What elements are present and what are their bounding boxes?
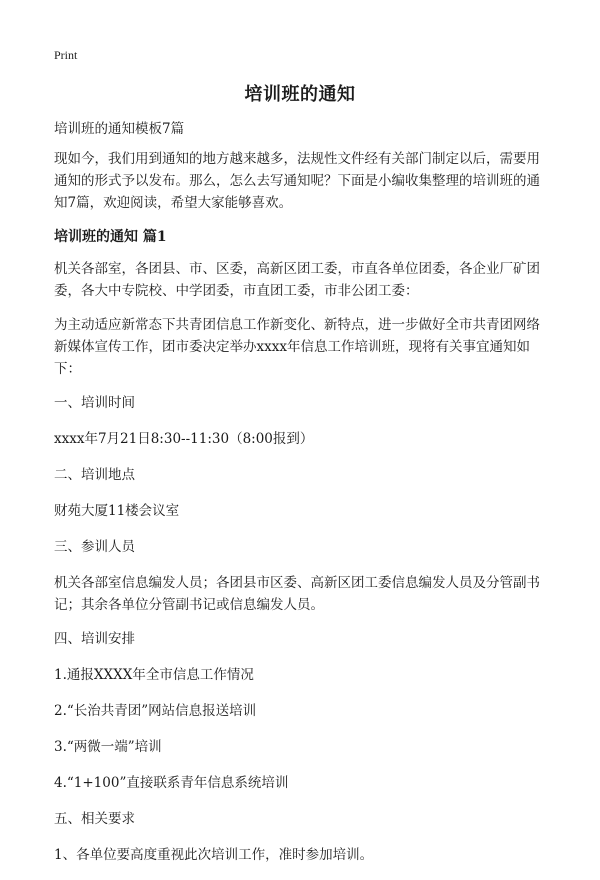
time-heading: 一、培训时间 <box>54 395 135 411</box>
recipients-paragraph: 机关各部室，各团县、市、区委，高新区团工委，市直各单位团委，各企业厂矿团委，各大中专院校、中学团委，市直团工委，市非公团工委： <box>54 261 540 299</box>
requirements-heading: 五、相关要求 <box>54 811 135 827</box>
schedule-heading: 四、培训安排 <box>54 631 135 647</box>
place-value: 财苑大厦11楼会议室 <box>54 503 180 519</box>
schedule-item: 1.通报XXXX年全市信息工作情况 <box>54 667 254 683</box>
schedule-item: 3.“两微一端”培训 <box>54 739 162 755</box>
document-subtitle: 培训班的通知模板7篇 <box>54 121 185 137</box>
time-value: xxxx年7月21日8:30--11:30（8:00报到） <box>54 431 314 447</box>
place-heading: 二、培训地点 <box>54 467 135 483</box>
attendees-value: 机关各部室信息编发人员；各团县市区委、高新区团工委信息编发人员及分管副书记；其余各单位分管副书记或信息编发人员。 <box>54 575 540 613</box>
attendees-heading: 三、参训人员 <box>54 539 135 555</box>
section-heading: 培训班的通知 篇1 <box>54 229 167 245</box>
schedule-item: 2.“长治共青团”网站信息报送培训 <box>54 703 257 719</box>
schedule-item: 4.“1+100”直接联系青年信息系统培训 <box>54 775 289 791</box>
requirement-item: 1、各单位要高度重视此次培训工作，准时参加培训。 <box>54 847 374 863</box>
intro-paragraph: 现如今，我们用到通知的地方越来越多，法规性文件经有关部门制定以后，需要用通知的形式予以发布。那么，怎么去写通知呢？下面是小编收集整理的培训班的通知7篇，欢迎阅读，希望大家能够喜欢。 <box>54 151 540 211</box>
print-link[interactable]: Print <box>54 48 78 62</box>
purpose-paragraph: 为主动适应新常态下共青团信息工作新变化、新特点，进一步做好全市共青团网络新媒体宣传工作，团市委决定举办xxxx年信息工作培训班，现将有关事宜通知如下： <box>54 317 540 377</box>
document-body <box>54 118 552 880</box>
page-title: 培训班的通知 <box>244 84 356 105</box>
